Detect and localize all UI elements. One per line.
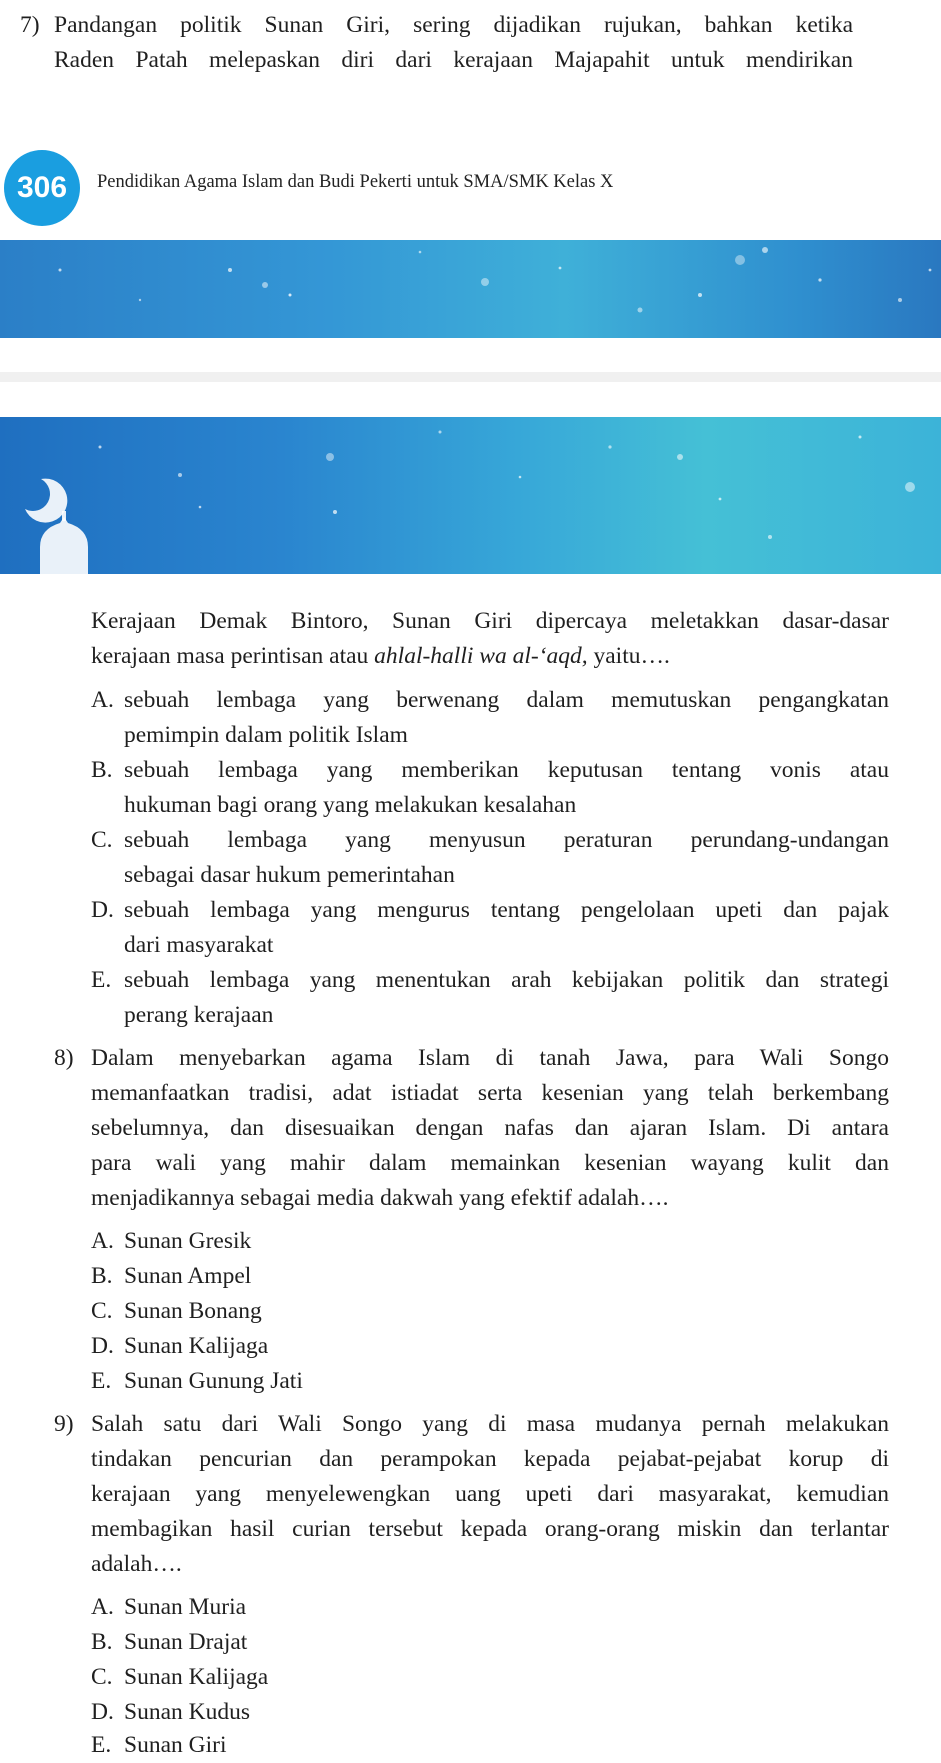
option-letter: E.: [91, 1732, 112, 1758]
option-line: dari masyarakat: [124, 932, 274, 958]
question-7-option-e[interactable]: [91, 963, 889, 1033]
question-7-continuation: [91, 604, 889, 674]
option-text: [124, 683, 889, 753]
page-gap: [0, 372, 941, 382]
question-9-line: membagikan hasil curian tersebut kepada orang-orang miskin dan terlantar: [91, 1516, 889, 1542]
question-8-option-c[interactable]: [91, 1294, 889, 1329]
question-7-intro-line: Raden Patah melepaskan diri dari kerajaan Majapahit untuk mendirikan: [54, 47, 853, 73]
option-letter: E.: [91, 1368, 112, 1394]
question-7-option-a[interactable]: [91, 683, 889, 753]
option-line: sebuah lembaga yang menyusun peraturan perundang-undangan: [124, 827, 889, 853]
option-text: Sunan Kalijaga: [124, 1333, 269, 1359]
question-9-line: Salah satu dari Wali Songo yang di masa mudanya pernah melakukan: [91, 1411, 889, 1437]
question-7-text: yaitu….: [587, 643, 670, 669]
question-8-text: [91, 1041, 889, 1216]
question-8-line: Dalam menyebarkan agama Islam di tanah Jawa, para Wali Songo: [91, 1045, 889, 1071]
question-9-option-a[interactable]: [91, 1590, 889, 1625]
option-line: sebuah lembaga yang mengurus tentang pengelolaan upeti dan pajak: [124, 897, 889, 923]
decorative-banner-top: [0, 417, 941, 574]
question-7-term: ahlal-halli wa al-‘aqd,: [374, 643, 588, 669]
option-letter: D.: [91, 897, 114, 923]
question-8-option-d[interactable]: [91, 1329, 889, 1364]
option-letter: A.: [91, 687, 114, 713]
question-7-option-d[interactable]: [91, 893, 889, 963]
question-7-line: Kerajaan Demak Bintoro, Sunan Giri dipercaya meletakkan dasar-dasar: [91, 608, 889, 634]
option-letter: A.: [91, 1228, 114, 1254]
question-9-option-d[interactable]: [91, 1695, 889, 1730]
question-7-option-c[interactable]: [91, 823, 889, 893]
question-7-option-b[interactable]: [91, 753, 889, 823]
option-letter: A.: [91, 1594, 114, 1620]
question-8-option-b[interactable]: [91, 1259, 889, 1294]
option-line: sebagai dasar hukum pemerintahan: [124, 862, 455, 888]
option-text: Sunan Kalijaga: [124, 1664, 269, 1690]
question-8-number: 8): [54, 1045, 74, 1071]
question-9-line: kerajaan yang menyelewengkan uang upeti dari masyarakat, kemudian: [91, 1481, 889, 1507]
question-7-intro: [54, 8, 853, 78]
option-line: sebuah lembaga yang memberikan keputusan tentang vonis atau: [124, 757, 889, 783]
option-letter: D.: [91, 1699, 114, 1725]
option-letter: C.: [91, 827, 113, 853]
option-line: perang kerajaan: [124, 1002, 274, 1028]
option-text: [124, 823, 889, 893]
question-7-number: 7): [20, 12, 40, 38]
question-9-option-c[interactable]: [91, 1660, 889, 1695]
option-text: Sunan Kudus: [124, 1699, 250, 1725]
question-7-line: [91, 639, 889, 674]
option-letter: C.: [91, 1298, 113, 1324]
option-letter: C.: [91, 1664, 113, 1690]
option-text: [124, 753, 889, 823]
option-text: Sunan Giri: [124, 1732, 227, 1758]
option-line: sebuah lembaga yang menentukan arah kebijakan politik dan strategi: [124, 967, 889, 993]
book-title: Pendidikan Agama Islam dan Budi Pekerti untuk SMA/SMK Kelas X: [97, 172, 614, 192]
sparkle-decoration-icon: [0, 240, 941, 338]
question-8-line: memanfaatkan tradisi, adat istiadat serta kesenian yang telah berkembang: [91, 1080, 889, 1106]
option-line: hukuman bagi orang yang melakukan kesalahan: [124, 792, 577, 818]
question-8-line: menjadikannya sebagai media dakwah yang efektif adalah….: [91, 1185, 669, 1211]
option-text: Sunan Muria: [124, 1594, 247, 1620]
option-line: sebuah lembaga yang berwenang dalam memutuskan pengangkatan: [124, 687, 889, 713]
option-text: Sunan Ampel: [124, 1263, 252, 1289]
option-letter: B.: [91, 757, 113, 783]
option-letter: D.: [91, 1333, 114, 1359]
question-8-line: sebelumnya, dan disesuaikan dengan nafas dan ajaran Islam. Di antara: [91, 1115, 889, 1141]
mosque-crescent-decoration-icon: [0, 417, 941, 574]
option-text: Sunan Bonang: [124, 1298, 262, 1324]
option-text: [124, 893, 889, 963]
question-8-option-e[interactable]: [91, 1364, 889, 1399]
page-number-badge: 306: [4, 150, 80, 226]
question-7-text: kerajaan masa perintisan atau: [91, 643, 375, 669]
option-letter: E.: [91, 967, 112, 993]
question-8-line: para wali yang mahir dalam memainkan kesenian wayang kulit dan: [91, 1150, 889, 1176]
question-7-intro-line: Pandangan politik Sunan Giri, sering dijadikan rujukan, bahkan ketika: [54, 12, 853, 38]
question-9-line: tindakan pencurian dan perampokan kepada pejabat-pejabat korup di: [91, 1446, 889, 1472]
option-letter: B.: [91, 1629, 113, 1655]
question-9-option-b[interactable]: [91, 1625, 889, 1660]
question-9-number: 9): [54, 1411, 74, 1437]
option-text: Sunan Gresik: [124, 1228, 252, 1254]
question-9-line: adalah….: [91, 1551, 182, 1577]
option-line: pemimpin dalam politik Islam: [124, 722, 408, 748]
option-text: Sunan Gunung Jati: [124, 1368, 303, 1394]
question-9-text: [91, 1407, 889, 1582]
decorative-banner-bottom: [0, 240, 941, 338]
option-letter: B.: [91, 1263, 113, 1289]
option-text: [124, 963, 889, 1033]
question-9-option-e[interactable]: [91, 1728, 889, 1763]
option-text: Sunan Drajat: [124, 1629, 248, 1655]
question-8-option-a[interactable]: [91, 1224, 889, 1259]
